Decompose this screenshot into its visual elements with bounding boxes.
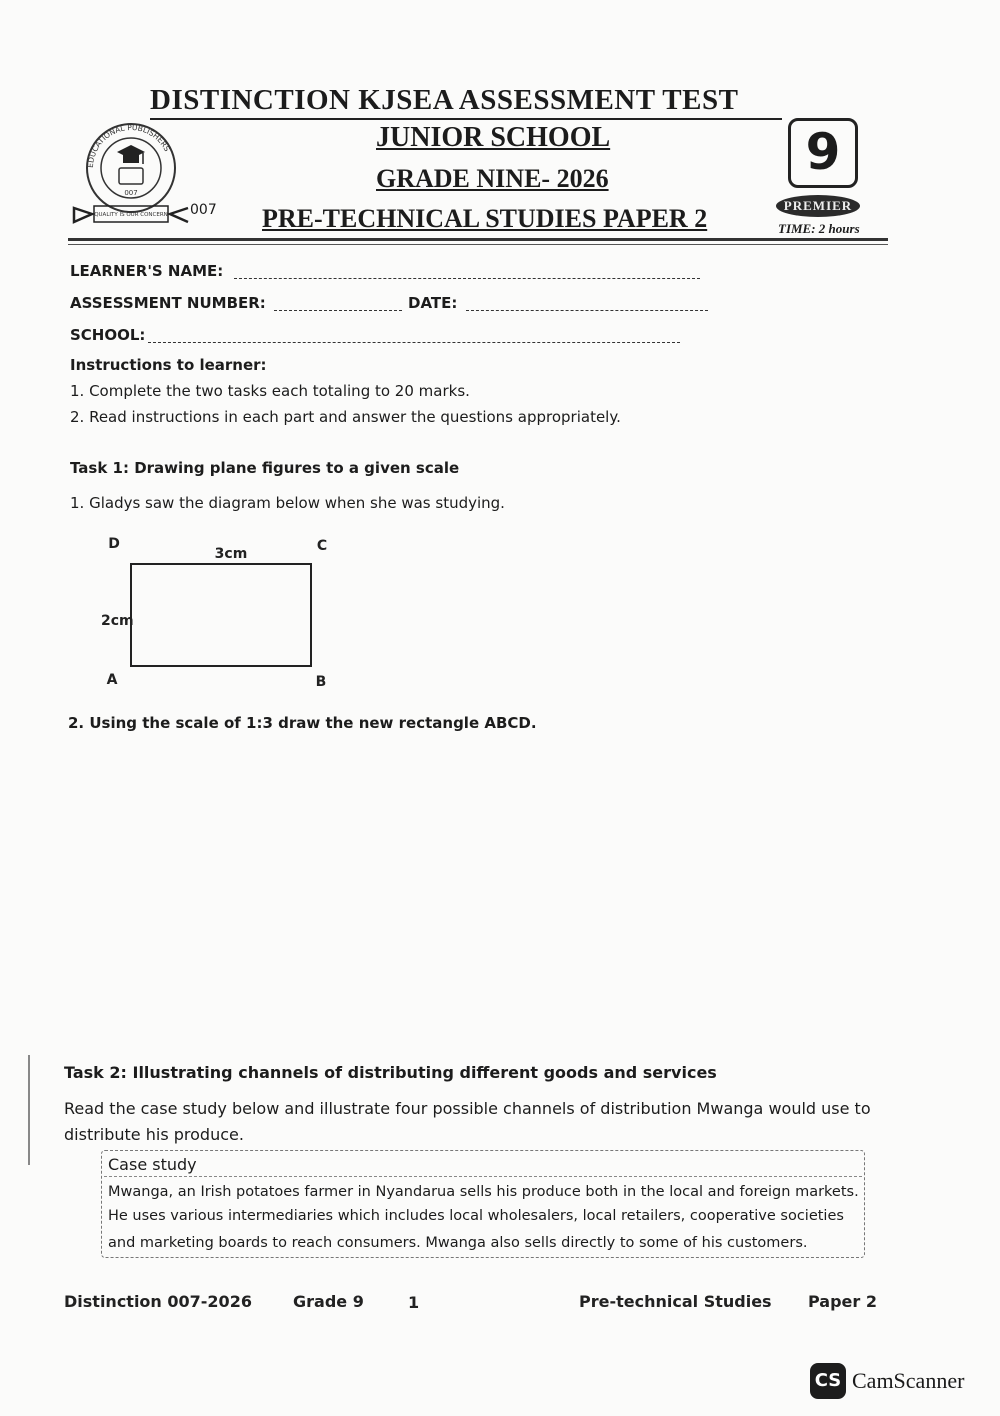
premier-badge: PREMIER xyxy=(776,195,860,217)
side-length-label: 2cm xyxy=(101,613,134,629)
task1-question-2: 2. Using the scale of 1:3 draw the new rectangle ABCD. xyxy=(68,714,537,732)
case-study-line: and marketing boards to reach consumers. Mwanga also sells directly to some of his customers. xyxy=(108,1235,808,1251)
corner-b-label: B xyxy=(315,674,327,690)
case-study-title: Case study xyxy=(108,1155,197,1174)
header-rule-thin xyxy=(68,244,888,245)
publisher-logo xyxy=(70,122,260,234)
footer-subject: Pre-technical Studies xyxy=(579,1292,772,1311)
rectangle-abcd-figure xyxy=(90,530,350,695)
learner-name-field[interactable] xyxy=(234,278,700,279)
instruction-item: 1. Complete the two tasks each totaling to 20 marks. xyxy=(70,382,470,400)
exam-time: TIME: 2 hours xyxy=(778,221,860,236)
corner-a-label: A xyxy=(106,672,118,688)
task2-heading: Task 2: Illustrating channels of distributing different goods and services xyxy=(64,1063,717,1082)
paper-title: PRE-TECHNICAL STUDIES PAPER 2 xyxy=(262,204,708,233)
case-study-divider xyxy=(104,1176,862,1177)
logo-banner-text: QUALITY IS OUR CONCERN xyxy=(94,212,168,218)
grade-badge: 9 xyxy=(788,118,858,188)
learner-name-label: LEARNER'S NAME: xyxy=(70,262,224,280)
school-field[interactable] xyxy=(148,342,680,343)
case-study-line: Mwanga, an Irish potatoes farmer in Nyandarua sells his produce both in the local and foreign markets. xyxy=(108,1184,859,1200)
logo-center-text: 007 xyxy=(124,189,138,197)
footer-paper: Paper 2 xyxy=(808,1292,877,1311)
camscanner-label: CamScanner xyxy=(852,1368,965,1393)
assessment-number-label: ASSESSMENT NUMBER: xyxy=(70,294,266,312)
task2-intro-line-1: Read the case study below and illustrate four possible channels of distribution Mwanga would use to xyxy=(64,1099,871,1118)
drawing-answer-area[interactable] xyxy=(68,745,888,1045)
case-study-line: He uses various intermediaries which includes local wholesalers, local retailers, cooperative societies xyxy=(108,1208,844,1224)
corner-d-label: D xyxy=(108,536,120,552)
school-label: SCHOOL: xyxy=(70,326,146,344)
corner-c-label: C xyxy=(316,538,328,554)
margin-mark xyxy=(28,1055,30,1165)
school-level: JUNIOR SCHOOL xyxy=(376,122,611,153)
logo-ring-text: EDUCATIONAL PUBLISHERS xyxy=(85,122,172,169)
task2-intro-line-2: distribute his produce. xyxy=(64,1125,244,1144)
footer-grade: Grade 9 xyxy=(293,1292,364,1311)
instructions-heading: Instructions to learner: xyxy=(70,356,267,374)
date-label: DATE: xyxy=(408,294,458,312)
header-rule xyxy=(68,238,888,241)
assessment-number-field[interactable] xyxy=(274,310,402,311)
title-underline xyxy=(150,118,782,120)
grade-line: GRADE NINE- 2026 xyxy=(376,164,609,193)
task1-question-1: 1. Gladys saw the diagram below when she was studying. xyxy=(70,494,505,512)
footer-code: Distinction 007-2026 xyxy=(64,1292,252,1311)
top-length-label: 3cm xyxy=(214,546,248,562)
logo-code: 007 xyxy=(190,202,217,218)
publisher-seal-icon xyxy=(70,122,260,234)
exam-title: DISTINCTION KJSEA ASSESSMENT TEST xyxy=(150,84,739,116)
footer-page-number: 1 xyxy=(408,1293,420,1312)
date-field[interactable] xyxy=(466,310,708,311)
camscanner-logo-icon: CS xyxy=(810,1363,846,1399)
rectangle-diagram xyxy=(90,530,350,695)
task1-heading: Task 1: Drawing plane figures to a given scale xyxy=(70,459,460,477)
instruction-item: 2. Read instructions in each part and answer the questions appropriately. xyxy=(70,408,621,426)
